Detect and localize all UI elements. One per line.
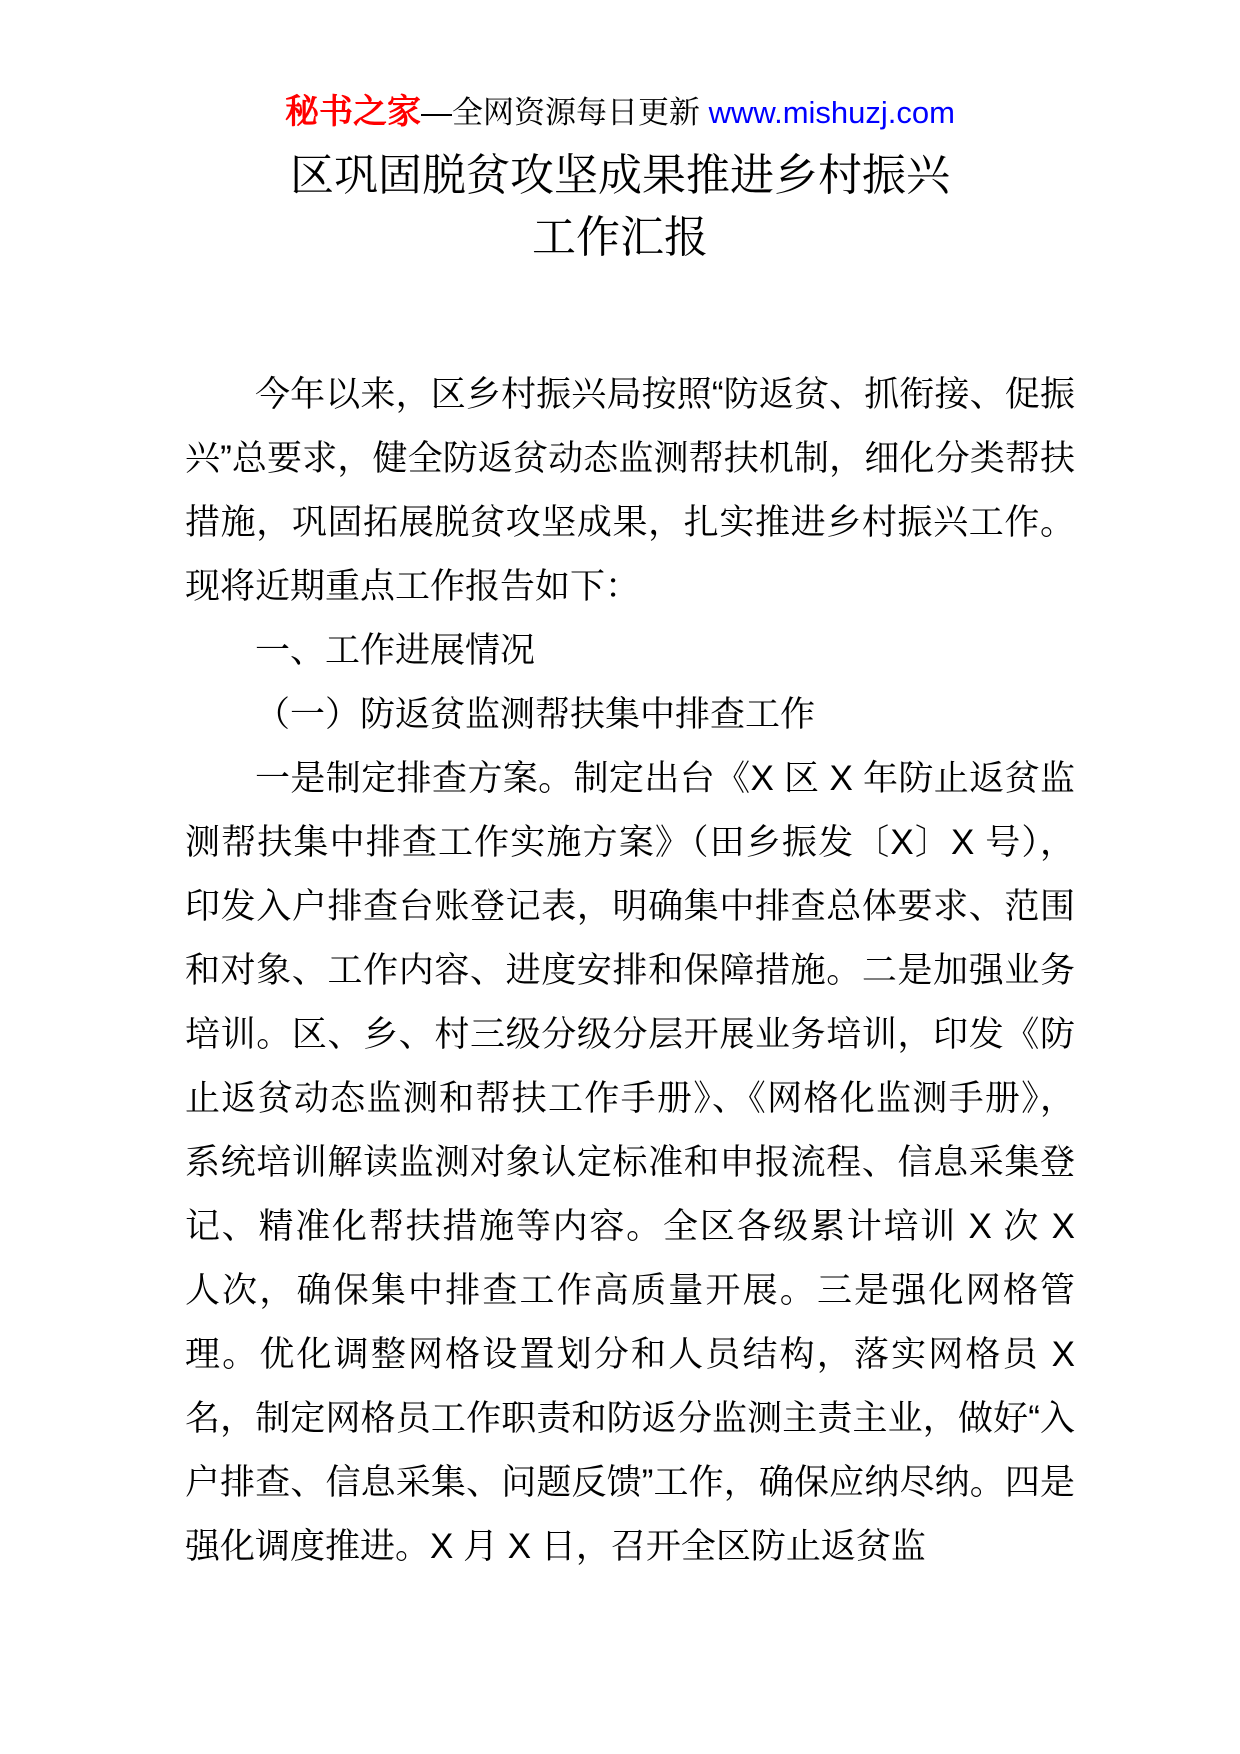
site-tagline: —全网资源每日更新 <box>421 95 709 130</box>
doc-heading: （一）防返贫监测帮扶集中排查工作 <box>255 695 816 734</box>
doc-paragraph: 一是制定排查方案。制定出台《X 区 X 年防止返贫监测帮扶集中排查工作实施方案》（田乡振发〔X〕X 号），印发入户排查台账登记表，明确集中排查总体要求、范围和对象、工作内容、进度安排和保障措施。二是加强业务培训。区、乡、村三级分级分层开展业务培训，印发《防止返贫动态监测和帮扶工作手册》、《网格化监测手册》，系统培训解读监测对象认定标准和申报流程、信息采集登记、精准化帮扶措施等内容。全区各级累计培训 X 次 X 人次，确保集中排查工作高质量开展。三是强化网格管理。优化调整网格设置划分和人员结构，落实网格员 X 名，制定网格员工作职责和防返分监测主责主业，做好“入户排查、信息采集、问题反馈”工作，确保应纳尽纳。四是强化调度推进。X 月 X 日，召开全区防止返贫监 <box>185 759 1075 1566</box>
doc-body <box>185 363 1075 1579</box>
doc-paragraph: 今年以来，区乡村振兴局按照“防返贫、抓衔接、促振兴”总要求，健全防返贫动态监测帮扶机制，细化分类帮扶措施，巩固拓展脱贫攻坚成果，扎实推进乡村振兴工作。现将近期重点工作报告如下： <box>185 375 1075 606</box>
doc-title-line1: 区巩固脱贫攻坚成果推进乡村振兴 <box>290 151 950 200</box>
site-header <box>0 0 1240 137</box>
site-url-link[interactable]: www.mishuzj.com <box>708 95 955 130</box>
site-brand: 秘书之家 <box>285 93 422 131</box>
doc-title-line2: 工作汇报 <box>532 213 708 262</box>
doc-title <box>0 145 1240 269</box>
doc-heading: 一、工作进展情况 <box>255 631 536 670</box>
